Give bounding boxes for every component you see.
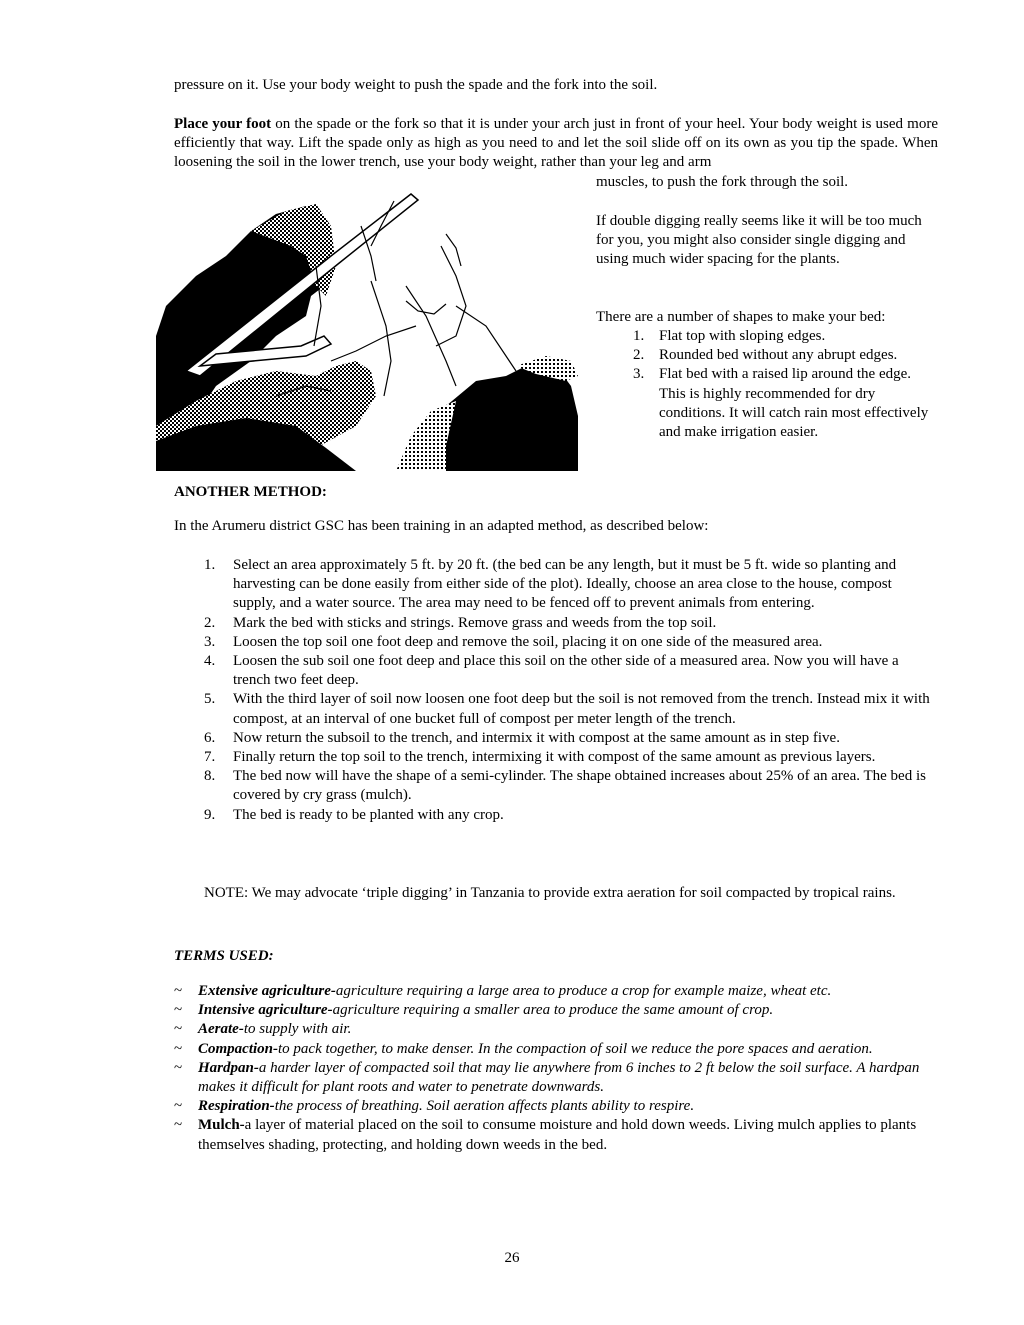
- step-number: 5.: [204, 691, 216, 708]
- tilde-bullet: ~: [174, 983, 183, 999]
- bed-shape-item: [596, 346, 938, 365]
- place-foot-text: on the spade or the fork so that it is under your arch just in front of your heel. Your body weight is used more efficiently that way. Lift the spade only as high as you need to and let the soil slide off on its own as you tip the spade. When loosening the soil in the lower trench, use your body weight, rather than your leg and arm: [174, 116, 938, 171]
- term-definition: a layer of material placed on the soil to consume moisture and hold down weeds. Living mulch applies to plants themselves shading, protecting, and holding down weeds in the bed.: [198, 1117, 917, 1153]
- step-text: Mark the bed with sticks and strings. Remove grass and weeds from the top soil.: [233, 614, 717, 631]
- method-steps-list: [174, 556, 938, 825]
- term-item: [174, 1001, 938, 1020]
- tilde-bullet: ~: [174, 1021, 183, 1038]
- step-text: Loosen the top soil one foot deep and remove the soil, placing it on one side of the measured area.: [233, 633, 823, 650]
- step-text: Now return the subsoil to the trench, and intermix it with compost at the same amount as in step five.: [233, 729, 840, 746]
- step-text: Finally return the top soil to the trench, intermixing it with compost of the same amount as previous layers.: [233, 749, 876, 766]
- triple-digging-note: NOTE: We may advocate ‘triple digging’ in Tanzania to provide extra aeration for soil compacted by tropical rains.: [204, 885, 896, 901]
- term-name: Intensive agriculture-: [198, 1002, 333, 1019]
- tilde-bullet: ~: [174, 1040, 183, 1057]
- step-number: 1.: [204, 557, 216, 573]
- step-number: 8.: [204, 768, 216, 785]
- term-name: Extensive agriculture-: [198, 983, 336, 999]
- shapes-intro: There are a number of shapes to make your bed:: [596, 309, 886, 325]
- step-number: 7.: [204, 749, 216, 766]
- step-text: The bed is ready to be planted with any crop.: [233, 806, 504, 823]
- another-method-intro: In the Arumeru district GSC has been training in an adapted method, as described below:: [174, 518, 709, 534]
- term-definition: agriculture requiring a large area to produce a crop for example maize, wheat etc.: [335, 983, 832, 999]
- term-item: [174, 1116, 938, 1154]
- term-definition: to pack together, to make denser. In the compaction of soil we reduce the pore spaces and aeration.: [278, 1040, 873, 1057]
- term-definition: a harder layer of compacted soil that may lie anywhere from 6 inches to 2 ft below the soil surface. A hardpan makes it difficult for plant roots and water to penetrate downwards.: [198, 1059, 920, 1096]
- step-text: Loosen the sub soil one foot deep and place this soil on the other side of a measured area. Now you will have a trench two feet deep.: [233, 653, 899, 689]
- continuation-text: pressure on it. Use your body weight to push the spade and the fork into the soil.: [174, 77, 658, 93]
- bed-shapes-list: [596, 327, 938, 442]
- terms-list: [174, 982, 938, 1155]
- term-item: [174, 982, 938, 1001]
- step-text: Select an area approximately 5 ft. by 20 ft. (the bed can be any length, but it must be 5 ft. wide so planting and harvesting can be done easily from either side of the plot). Ideally, choose an area close to the house, compost supply, and a water source. The area may need to be fenced off to prevent animals from entering.: [233, 557, 897, 612]
- bed-shape-text: Flat bed with a raised lip around the edge. This is highly recommended for dry conditions. It will catch rain most effectively and make irrigation easier.: [659, 366, 929, 441]
- page-number: 26: [504, 1250, 520, 1266]
- method-step: [174, 556, 938, 614]
- method-step: [174, 614, 938, 633]
- bed-shape-item: [596, 327, 938, 346]
- term-item: [174, 1020, 938, 1039]
- term-item: [174, 1097, 938, 1116]
- step-text: The bed now will have the shape of a semi-cylinder. The shape obtained increases about 25% of an area. The bed is covered by cry grass (mulch).: [233, 768, 926, 804]
- term-name: Compaction-: [198, 1040, 279, 1057]
- bed-shape-number: 2.: [633, 347, 645, 364]
- double-digging-note: If double digging really seems like it will be too much for you, you might also consider single digging and using much wider spacing for the plants.: [596, 213, 922, 268]
- bed-shape-number: 1.: [633, 328, 645, 344]
- method-step: [174, 633, 938, 652]
- step-number: 6.: [204, 729, 216, 746]
- place-foot-paragraph: [174, 115, 938, 173]
- bed-shape-text: Flat top with sloping edges.: [659, 328, 826, 344]
- tilde-bullet: ~: [174, 1059, 183, 1076]
- term-definition: to supply with air.: [243, 1021, 352, 1038]
- method-step: [174, 748, 938, 767]
- step-number: 9.: [204, 806, 216, 823]
- terms-heading: TERMS USED:: [174, 948, 274, 964]
- term-name: Respiration-: [198, 1098, 275, 1115]
- double-digging-illustration: [156, 186, 578, 471]
- tilde-bullet: ~: [174, 1117, 183, 1134]
- term-definition: agriculture requiring a smaller area to produce the same amount of crop.: [332, 1002, 774, 1019]
- term-name: Mulch-: [198, 1117, 245, 1134]
- step-number: 2.: [204, 614, 216, 631]
- bed-shape-item: [596, 365, 938, 442]
- tilde-bullet: ~: [174, 1098, 183, 1115]
- method-step: [174, 806, 938, 825]
- bed-shape-number: 3.: [633, 366, 645, 383]
- another-method-heading: ANOTHER METHOD:: [174, 484, 327, 500]
- tilde-bullet: ~: [174, 1002, 183, 1019]
- spade-digging-drawing: [156, 186, 578, 471]
- bed-shape-text: Rounded bed without any abrupt edges.: [659, 347, 898, 364]
- place-foot-bold: Place your foot: [174, 116, 272, 132]
- term-item: [174, 1040, 938, 1059]
- term-item: [174, 1059, 938, 1097]
- method-step: [174, 729, 938, 748]
- place-foot-continuation: muscles, to push the fork through the soil.: [596, 174, 849, 190]
- method-step: [174, 652, 938, 690]
- method-step: [174, 690, 938, 728]
- term-name: Aerate-: [198, 1021, 244, 1038]
- step-number: 4.: [204, 653, 216, 670]
- step-number: 3.: [204, 633, 216, 650]
- step-text: With the third layer of soil now loosen one foot deep but the soil is not removed from the trench. Instead mix it with compost, at an interval of one bucket full of compost per meter length of the trench.: [233, 691, 930, 727]
- method-step: [174, 767, 938, 805]
- term-name: Hardpan-: [198, 1059, 259, 1076]
- term-definition: the process of breathing. Soil aeration affects plants ability to respire.: [274, 1098, 695, 1115]
